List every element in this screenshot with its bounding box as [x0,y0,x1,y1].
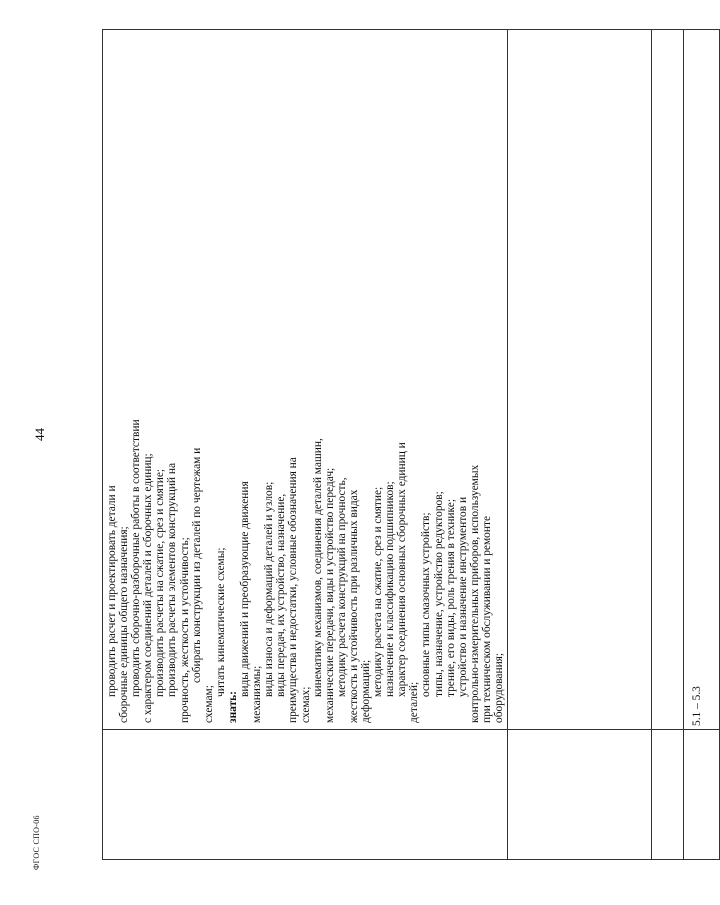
content-line: с характером соединений деталей и сборочных единиц; [142,453,155,723]
content-line: виды износа и деформаций деталей и узлов; [263,481,276,697]
empty-cell [652,730,684,860]
content-line: проводить расчет и проектировать детали и [106,485,118,697]
content-line: знать: [226,691,239,723]
competence-ref-cell [684,30,720,730]
content-line: методику расчета на сжатие, срез и смятие; [372,486,385,697]
curriculum-table [102,29,720,860]
content-line: трение, его виды, роль трения в технике; [444,499,457,697]
content-line: жесткость и устойчивость при различных видах [347,489,360,723]
competence-refs: 5.1 – 5.3 [691,686,704,726]
content-line: сборочные единицы общего назначения; [118,526,131,723]
content-line: прочность, жесткость и устойчивость; [178,537,191,723]
content-line: основные типы смазочных устройств; [420,512,433,697]
content-cell [103,30,508,730]
content-line: проводить сборочно-разборочные работы в соответствии [130,419,143,697]
content-line: типы, назначение, устройство редукторов; [432,491,445,697]
content-line: назначение и классификацию подшипников; [384,481,397,697]
content-line: методику расчета конструкций на прочность, [335,477,348,697]
content-line: при техническом обслуживании и ремонте [480,515,493,723]
content-line: собирать конструкции из деталей по чертежам и [190,447,203,683]
empty-cell [652,30,684,730]
empty-cell [103,730,508,860]
empty-cell [508,730,652,860]
content-line: виды передач, их устройство, назначение, [275,493,288,697]
content-line: схемах; [299,686,312,723]
content-line: механизмы; [251,665,264,723]
content-line: деформаций; [359,659,372,723]
empty-cell [684,730,720,860]
content-line: механические передачи, виды и устройство передач; [323,467,336,723]
content-line: схемам; [202,685,215,723]
content-line: виды движений и преобразующие движения [239,481,252,697]
content-line: оборудования; [493,652,505,723]
footer-code: ФГОС СПО-06 [32,815,41,870]
rotated-table [102,30,704,860]
table-row [684,30,720,860]
table-row [103,30,508,860]
content-line: производить расчеты на сжатие, срез и смятие; [154,468,167,697]
table-row [508,30,652,860]
content-lines [106,36,505,723]
content-line: производить расчеты элементов конструкций на [166,462,179,697]
page-number: 44 [32,428,47,441]
content-line: читать кинематические схемы; [214,547,227,697]
content-line: преимущества и недостатки, условные обозначения на [287,457,300,723]
content-line: устройство и назначение инструментов и [456,496,469,697]
content-line: характер соединения основных сборочных единиц и [396,442,409,697]
empty-cell [508,30,652,730]
content-line: кинематику механизмов, соединения деталей машин, [311,438,324,697]
content-line: деталей; [408,681,421,723]
table-row [652,30,684,860]
content-line: контрольно-измерительных приборов, используемых [468,464,481,723]
